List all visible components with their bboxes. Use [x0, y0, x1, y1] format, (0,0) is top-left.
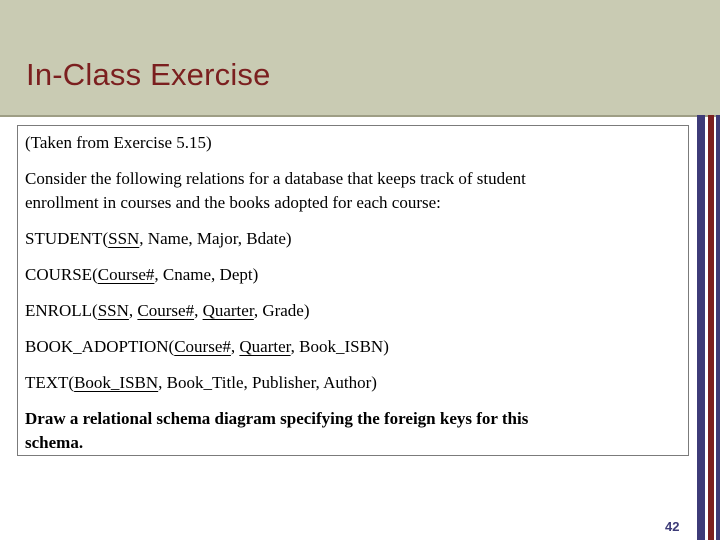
- relation-book-adoption: [25, 335, 389, 359]
- primary-key: Book_ISBN: [74, 373, 159, 392]
- decorative-bar-blue-edge: [716, 115, 720, 540]
- relation-attributes: , Grade): [253, 301, 310, 320]
- relation-enroll: [25, 299, 310, 323]
- task-line-2: schema.: [25, 433, 84, 452]
- task-line-1: Draw a relational schema diagram specifying the foreign keys for this: [25, 409, 529, 428]
- primary-key: Course#: [174, 337, 231, 356]
- primary-key: Quarter: [202, 301, 254, 320]
- relation-name: BOOK_ADOPTION(: [25, 337, 175, 356]
- separator: ,: [128, 301, 138, 320]
- relation-name: TEXT(: [25, 373, 75, 392]
- decorative-bar-maroon: [708, 115, 714, 540]
- header-divider: [0, 115, 720, 117]
- relation-student: [25, 227, 292, 251]
- page-number: 42: [665, 519, 680, 534]
- relation-text: [25, 371, 377, 395]
- relation-name: ENROLL(: [25, 301, 98, 320]
- intro-line-1: Consider the following relations for a database that keeps track of student: [25, 169, 526, 188]
- relation-name: COURSE(: [25, 265, 98, 284]
- slide-title: In-Class Exercise: [26, 57, 271, 92]
- relation-attributes: , Cname, Dept): [154, 265, 259, 284]
- primary-key: SSN: [108, 229, 140, 248]
- source-note: (Taken from Exercise 5.15): [25, 133, 212, 152]
- primary-key: SSN: [97, 301, 129, 320]
- separator: ,: [194, 301, 203, 320]
- relation-attributes: , Book_Title, Publisher, Author): [158, 373, 377, 392]
- primary-key: Course#: [97, 265, 155, 284]
- relation-attributes: , Name, Major, Bdate): [139, 229, 292, 248]
- relation-course: [25, 263, 258, 287]
- relation-attributes: , Book_ISBN): [290, 337, 389, 356]
- relation-name: STUDENT(: [25, 229, 109, 248]
- decorative-bar-blue: [697, 115, 705, 540]
- separator: ,: [230, 337, 240, 356]
- primary-key: Quarter: [239, 337, 291, 356]
- intro-line-2: enrollment in courses and the books adopted for each course:: [25, 193, 441, 212]
- primary-key: Course#: [137, 301, 195, 320]
